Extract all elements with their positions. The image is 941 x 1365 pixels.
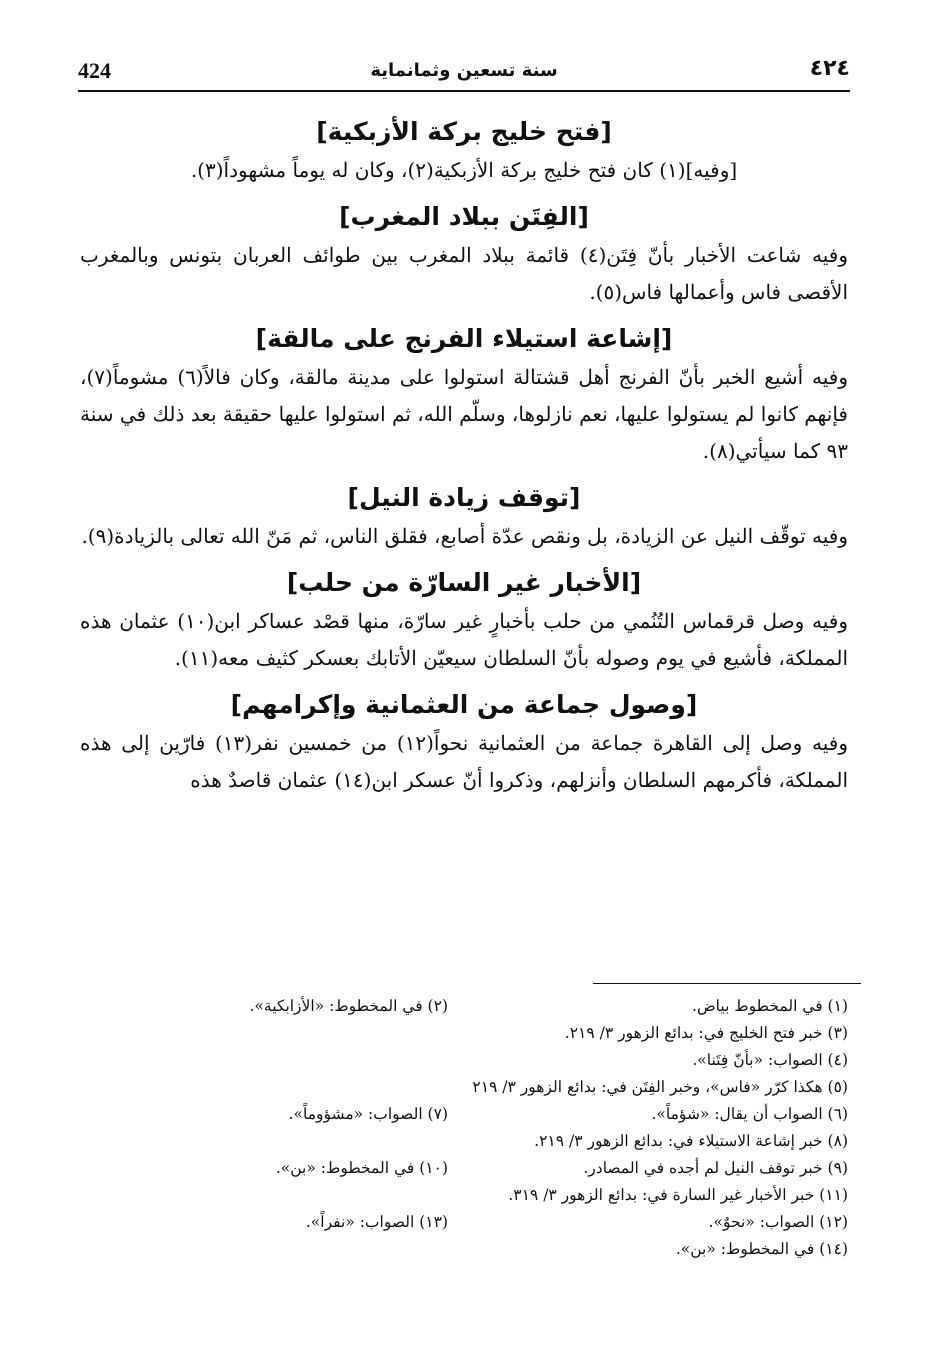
section-text: وفيه توقّف النيل عن الزيادة، بل ونقص عدّة أصابع، فقلق الناس، ثم مَنّ الله تعالى بالزيادة(٩). (81, 524, 848, 548)
section (80, 685, 848, 799)
footnote: (٩) خبر توقف النيل لم أجده في المصادر. (583, 1159, 848, 1177)
footnote: (٧) الصواب: «مشؤوماً». (288, 1105, 448, 1123)
footnote: (١١) خبر الأخبار غير السارة في: بدائع الزهور ٣/ ٣١٩. (508, 1186, 848, 1204)
section-text: وفيه وصل قرقماس التُنُمي من حلب بأخبارٍ غير سارّة، منها قصْد عساكر ابن(١٠) عثمان هذه المملكة، فأشيع في يوم وصوله بأنّ السلطان سيعيّن الأتابك بعسكر كثيف معه(١١). (80, 609, 848, 670)
section (80, 478, 848, 555)
footnote: (٤) الصواب: «بأنّ فِتَنا». (692, 1051, 848, 1069)
footnote-line (80, 1209, 848, 1236)
footnote: (٥) هكذا كرّر «فاس»، وخبر الفِتَن في: بدائع الزهور ٣/ ٢١٩ (472, 1078, 848, 1096)
section-title: [الفِتَن ببلاد المغرب] (339, 202, 589, 231)
footnote: (١٢) الصواب: «نحوٌ». (708, 1213, 848, 1231)
footnotes (80, 993, 848, 1263)
footnote-separator (593, 983, 861, 984)
footnote: (١٣) الصواب: «نفراً». (305, 1213, 448, 1231)
footnote: (١٤) في المخطوط: «بن». (675, 1240, 848, 1258)
footnote-line (80, 1101, 848, 1128)
footnote-line (80, 1047, 848, 1074)
main-text (80, 112, 848, 807)
page-number-latin: 424 (78, 58, 111, 83)
section-text: وفيه وصل إلى القاهرة جماعة من العثمانية نحواً(١٢) من خمسين نفر(١٣) فارّين إلى هذه المملكة، فأكرمهم السلطان وأنزلهم، وذكروا أنّ عسكر ابن(١٤) عثمان قاصدٌ هذه (80, 731, 848, 792)
section-title: [فتح خليج بركة الأزبكية] (316, 117, 612, 146)
footnote-line (80, 1020, 848, 1047)
footnote-line (80, 1128, 848, 1155)
section-title: [إشاعة استيلاء الفرنج على مالقة] (255, 324, 673, 353)
section-title: [توقف زيادة النيل] (347, 483, 581, 512)
section (80, 319, 848, 470)
footnote-line (80, 1155, 848, 1182)
section (80, 112, 848, 189)
footnote-line (80, 1182, 848, 1209)
footnote-line (80, 1236, 848, 1263)
page-number-arabic: ٤٢٤ (809, 56, 850, 81)
footnote: (٢) في المخطوط: «الأزابكية». (249, 997, 448, 1015)
footnote: (١) في المخطوط بياض. (692, 997, 848, 1015)
section (80, 197, 848, 311)
footnote: (٦) الصواب أن يقال: «شؤماً». (651, 1105, 848, 1123)
section-title: [الأخبار غير السارّة من حلب] (286, 568, 642, 597)
section-text: [وفيه](١) كان فتح خليج بركة الأزبكية(٢)، وكان له يوماً مشهوداً(٣). (190, 158, 738, 182)
section-title: [وصول جماعة من العثمانية وإكرامهم] (230, 690, 698, 719)
footnote: (١٠) في المخطوط: «بن». (275, 1159, 448, 1177)
footnote: (٨) خبر إشاعة الاستيلاء في: بدائع الزهور ٣/ ٢١٩. (534, 1132, 848, 1150)
section (80, 563, 848, 677)
footnote: (٣) خبر فتح الخليج في: بدائع الزهور ٣/ ٢١٩. (564, 1024, 848, 1042)
section-text: وفيه شاعت الأخبار بأنّ فِتَن(٤) قائمة ببلاد المغرب بين طوائف العربان بتونس وبالمغرب الأقصى فاس وأعمالها فاس(٥). (80, 243, 848, 304)
footnote-line (80, 993, 848, 1020)
footnote-line (80, 1074, 848, 1101)
page-header (78, 56, 850, 92)
running-title: سنة تسعين وثمانماية (370, 60, 558, 81)
section-text: وفيه أشيع الخبر بأنّ الفرنج أهل قشتالة استولوا على مدينة مالقة، وكان فالاً(٦) مشوماً(٧)، فإنهم كانوا لم يستولوا عليها، نعم نازلوها، وسلّم الله، ثم استولوا عليها حقيقة بعد ذلك في سنة ٩٣ كما سيأتي(٨). (80, 365, 849, 463)
